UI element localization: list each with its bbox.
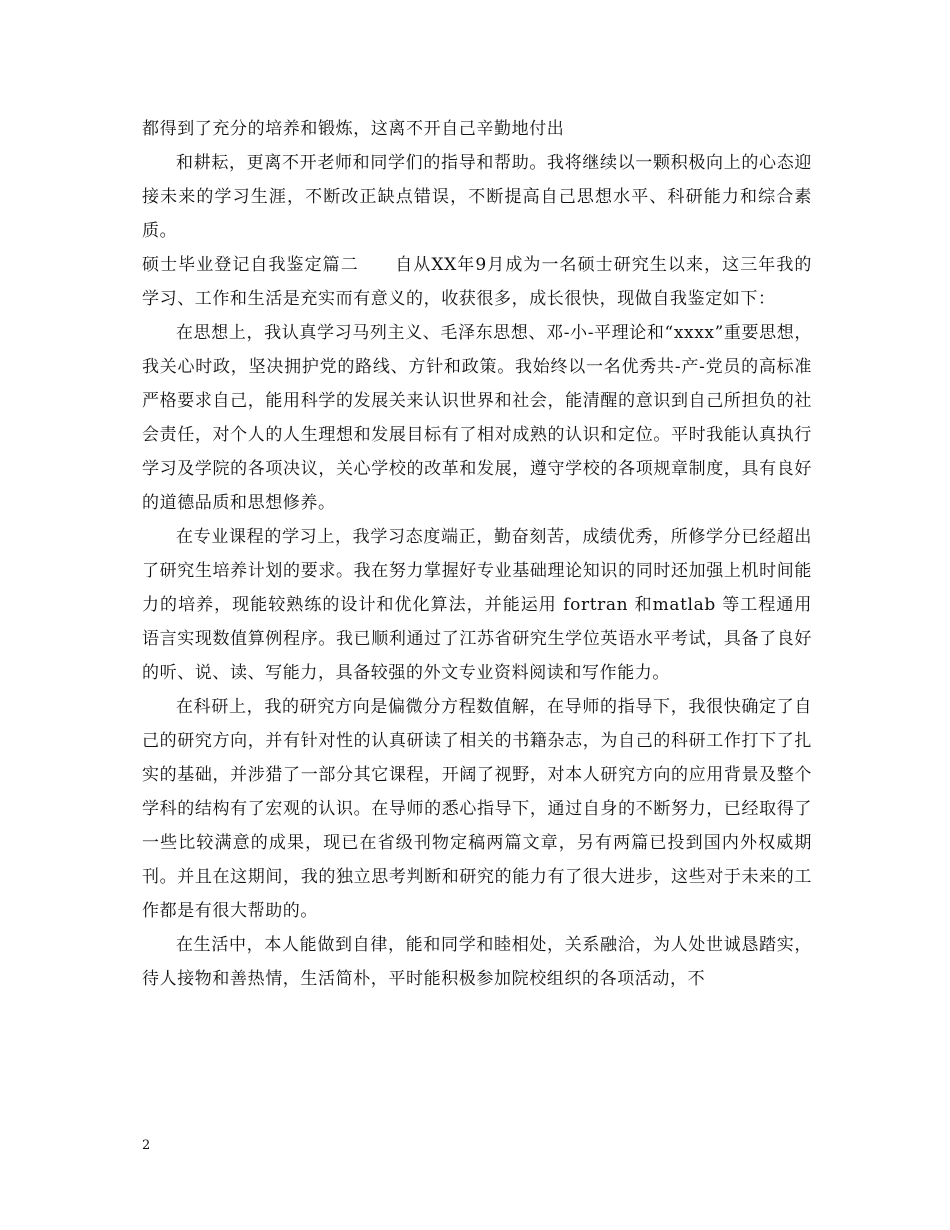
paragraph-3 — [142, 248, 812, 316]
paragraph-4: 在思想上，我认真学习马列主义、毛泽东思想、邓-小-平理论和“xxxx”重要思想，我关心时政，坚决拥护党的路线、方针和政策。我始终以一名优秀共-产-党员的高标准严格要求自己，能用科学的发展关来认识世界和社会，能清醒的意识到自己所担负的社会责任，对个人的人生理想和发展目标有了相对成熟的认识和定位。平时我能认真执行学习及学院的各项决议，关心学校的改革和发展，遵守学校的各项规章制度，具有良好的道德品质和思想修养。 — [142, 323, 812, 513]
section-heading: 硕士毕业登记自我鉴定篇二 — [142, 255, 359, 275]
paragraph-3-text: 自从XX年9月成为一名硕士研究生以来，这三年我的学习、工作和生活是充实而有意义的，收获很多，成长很快，现做自我鉴定如下： — [142, 255, 813, 309]
document-body — [142, 112, 812, 996]
paragraph-5: 在专业课程的学习上，我学习态度端正，勤奋刻苦，成绩优秀，所修学分已经超出了研究生培养计划的要求。我在努力掌握好专业基础理论知识的同时还加强上机时间能力的培养，现能较熟练的设计和优化算法，并能运用 fortran 和matlab 等工程通用语言实现数值算例程序。我已顺利通过了江苏省研究生学位英语水平考试，具备了良好的听、说、读、写能力，具备较强的外文专业资料阅读和写作能力。 — [142, 527, 812, 683]
paragraph-1: 都得到了充分的培养和锻炼，这离不开自己辛勤地付出 — [142, 119, 565, 139]
page-number: 2 — [142, 1138, 151, 1153]
paragraph-7: 在生活中，本人能做到自律，能和同学和睦相处，关系融洽，为人处世诚恳踏实，待人接物和善热情，生活简朴，平时能积极参加院校组织的各项活动，不 — [142, 935, 812, 989]
paragraph-6: 在科研上，我的研究方向是偏微分方程数值解，在导师的指导下，我很快确定了自己的研究方向，并有针对性的认真研读了相关的书籍杂志，为自己的科研工作打下了扎实的基础，并涉猎了一部分其它课程，开阔了视野，对本人研究方向的应用背景及整个学科的结构有了宏观的认识。在导师的悉心指导下，通过自身的不断努力，已经取得了一些比较满意的成果，现已在省级刊物定稿两篇文章，另有两篇已投到国内外权威期刊。并且在这期间，我的独立思考判断和研究的能力有了很大进步，这些对于未来的工作都是有很大帮助的。 — [142, 697, 812, 921]
paragraph-2: 和耕耘，更离不开老师和同学们的指导和帮助。我将继续以一颗积极向上的心态迎接未来的学习生涯，不断改正缺点错误，不断提高自己思想水平、科研能力和综合素质。 — [142, 153, 812, 241]
